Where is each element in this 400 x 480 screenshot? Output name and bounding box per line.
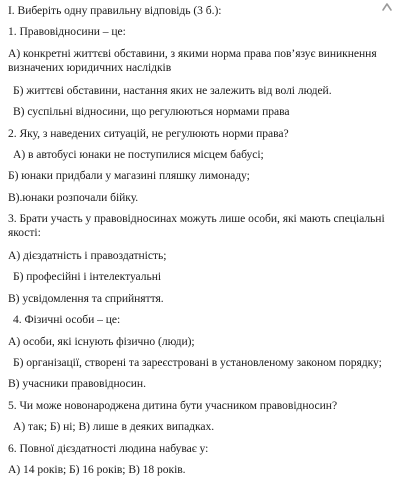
- question-5: 5. Чи може новонароджена дитина бути учасником правовідносин?: [8, 398, 338, 412]
- question-1-option-b: Б) життєві обставини, настання яких не залежить від волі людей.: [13, 83, 332, 97]
- question-1: 1. Правовідносини – це:: [8, 25, 126, 39]
- question-3: 3. Брати участь у правовідносинах можуть лише особи, які мають спеціальні якості:: [8, 212, 385, 240]
- question-2: 2. Яку, з наведених ситуацій, не регулюють норми права?: [8, 126, 289, 140]
- question-6-options: А) 14 років; Б) 16 років; В) 18 років.: [8, 463, 186, 476]
- question-2-option-b: Б) юнаки придбали у магазині пляшку лимонаду;: [8, 169, 250, 183]
- question-6: 6. Повної дієздатності людина набуває у:: [8, 441, 209, 455]
- question-1-option-c: В) суспільні відносини, що регулюються нормами права: [13, 105, 290, 118]
- question-4-option-c: В) учасники правовідносин.: [8, 377, 146, 391]
- question-4: 4. Фізичні особи – це:: [13, 313, 121, 327]
- question-4-option-b: Б) організації, створені та зареєстровані в установленому законом порядку;: [13, 356, 382, 369]
- question-4-option-a: А) особи, які існують фізично (люди);: [8, 334, 195, 348]
- question-2-option-c: В).юнаки розпочали бійку.: [8, 190, 139, 204]
- question-3-option-b: Б) професійні і інтелектуальні: [13, 270, 162, 284]
- up-arrow-icon: [380, 0, 394, 14]
- question-2-option-a: А) в автобусі юнаки не поступилися місцем бабусі;: [13, 147, 264, 161]
- question-5-options: А) так; Б) ні; В) лише в деяких випадках.: [13, 420, 215, 434]
- question-1-option-a: А) конкретні життєві обставини, з якими норма права пов’язує виникнення визначених юридичних наслідків: [8, 46, 377, 74]
- section-title: І. Виберіть одну правильну відповідь (3 б.):: [8, 4, 222, 17]
- question-3-option-a: А) дієздатність і правоздатність;: [8, 248, 167, 262]
- question-3-option-c: В) усвідомлення та сприйняття.: [8, 291, 164, 305]
